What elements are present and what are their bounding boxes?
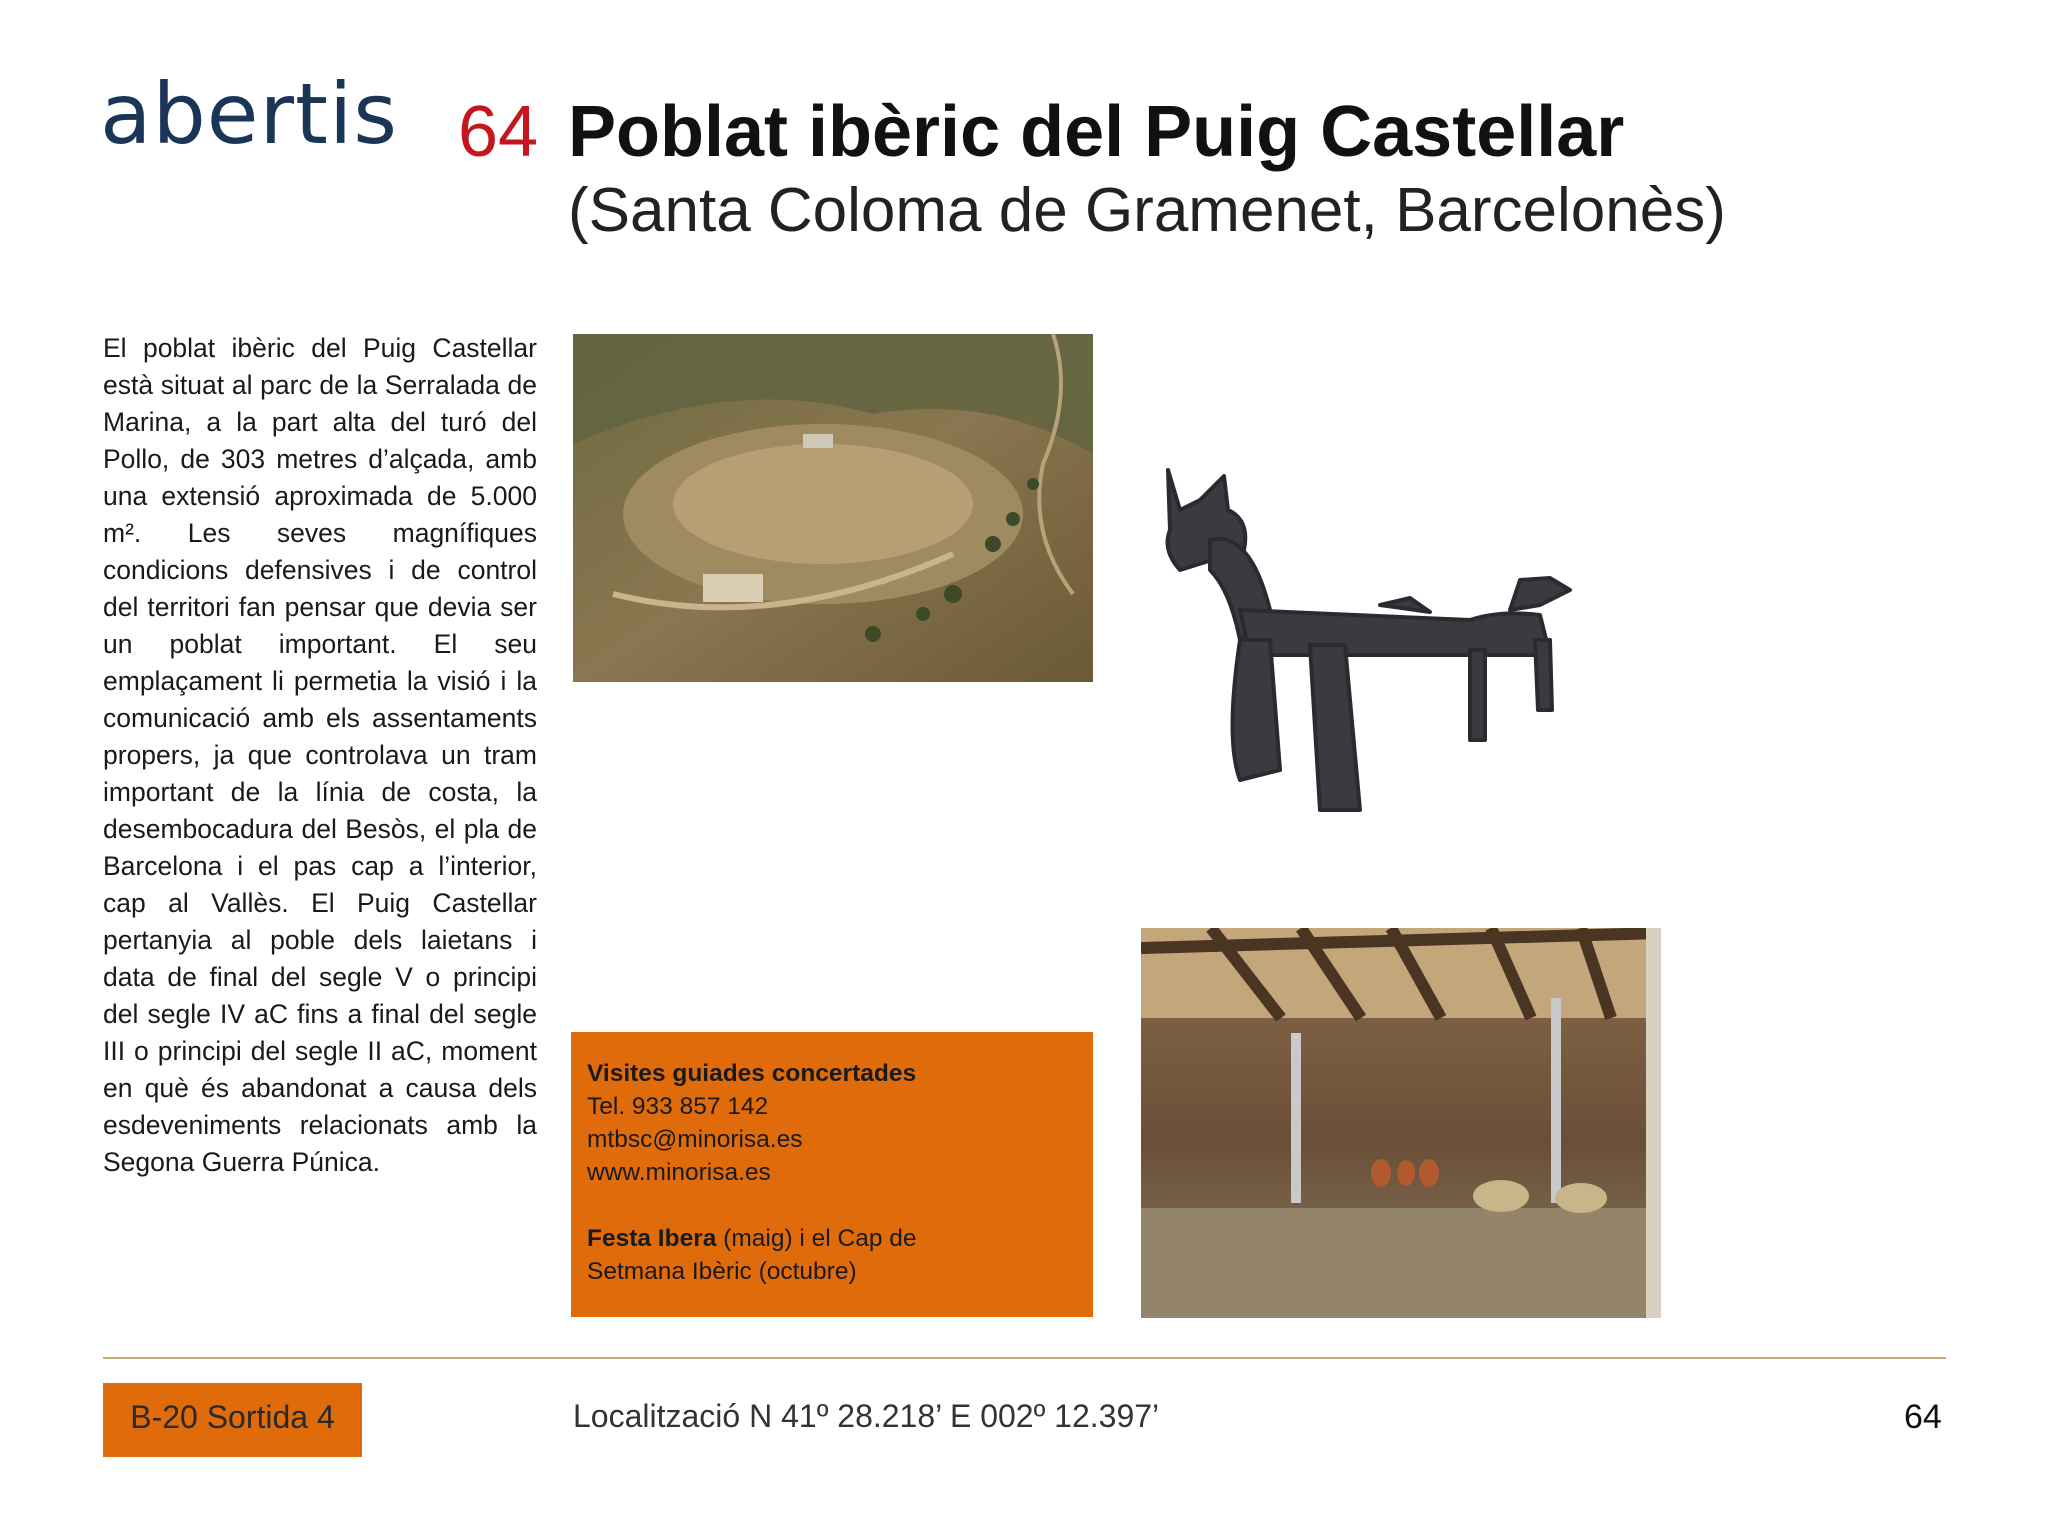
festival-line-2: Setmana Ibèric (octubre) <box>587 1258 857 1285</box>
bull-sculpture-photo <box>1140 440 1660 840</box>
page-subtitle: (Santa Coloma de Gramenet, Barcelonès) <box>568 176 1726 245</box>
website-link[interactable]: www.minorisa.es <box>587 1159 771 1186</box>
interior-room-photo <box>1141 928 1661 1318</box>
festival-detail: (maig) i el Cap de <box>716 1225 917 1252</box>
gps-location: Localització N 41º 28.218’ E 002º 12.397’ <box>573 1398 1160 1434</box>
footer-divider <box>103 1357 1946 1359</box>
visits-title: Visites guiades concertades <box>587 1060 917 1087</box>
page-title: Poblat ibèric del Puig Castellar <box>568 92 1625 172</box>
highway-exit-badge: B-20 Sortida 4 <box>103 1383 362 1457</box>
logo-wordmark: abertis <box>100 65 399 163</box>
email-link[interactable]: mtbsc@minorisa.es <box>587 1126 803 1153</box>
description-paragraph: El poblat ibèric del Puig Castellar està situat al parc de la Serralada de Marina, a la part alta del turó del Pollo, de 303 metres d’alçada, amb una extensió aproximada de 5.000 m². Les seves magnífiques condicions defensives i de control del territori fan pensar que devia ser un poblat important. El seu emplaçament li permetia la visió i la comunicació amb els assentaments propers, ja que controlava un tram important de la línia de costa, la desembocadura del Besòs, el pla de Barcelona i el pas cap a l’interior, cap al Vallès. El Puig Castellar pertanyia al poble dels laietans i data de final del segle V o principi del segle IV aC fins a final del segle III o principi del segle II aC, moment en què és abandonat a causa dels esdeveniments relacionats amb la Segona Guerra Púnica. <box>103 333 537 1177</box>
aerial-photo <box>573 334 1093 682</box>
festival-name: Festa Ibera <box>587 1225 717 1252</box>
visit-info-box <box>571 1032 1093 1317</box>
phone-number: Tel. 933 857 142 <box>587 1093 769 1120</box>
abertis-logo <box>100 65 399 202</box>
site-number: 64 <box>458 92 539 172</box>
page-number: 64 <box>1904 1398 1942 1436</box>
festival-line-1 <box>587 1222 1077 1255</box>
